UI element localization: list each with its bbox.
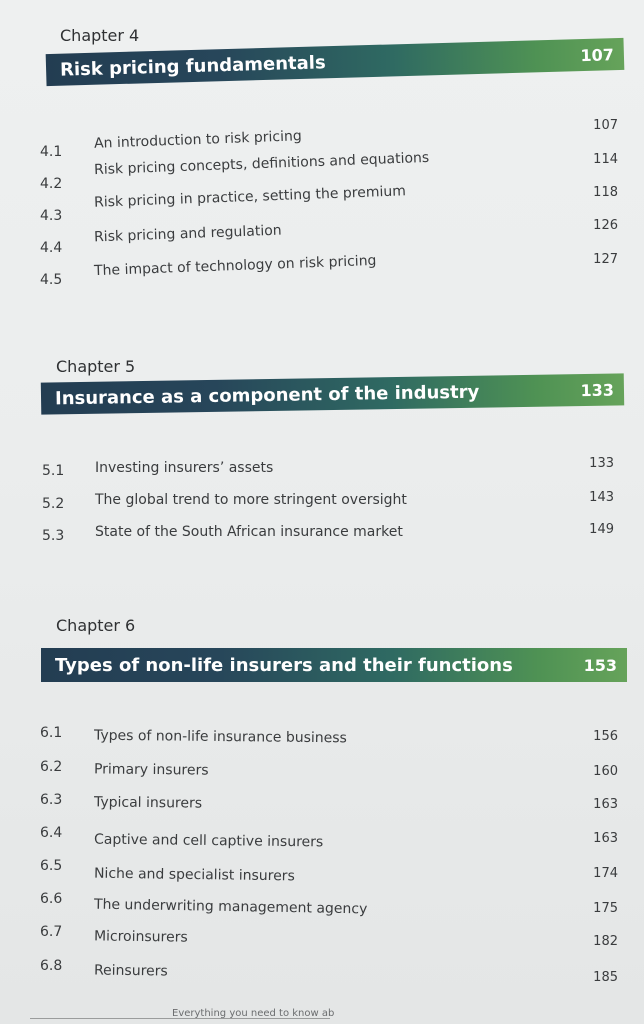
entry-number: 6.6: [40, 891, 63, 907]
chapter-title: Insurance as a component of the industry: [54, 381, 480, 409]
entry-number: 6.7: [40, 924, 63, 940]
entry-page: 156: [593, 729, 618, 744]
entry-title: The underwriting management agency: [93, 896, 368, 918]
toc-entry: [0, 252, 644, 294]
toc-entry: [0, 958, 644, 985]
entry-number: 6.2: [40, 759, 63, 775]
toc-entry: [0, 825, 644, 851]
toc-entry: [0, 725, 644, 747]
chapter-page-number: 133: [580, 380, 615, 400]
entry-title: Investing insurers’ assets: [95, 460, 274, 476]
toc-entry: [0, 891, 644, 918]
entry-title: Reinsurers: [93, 962, 168, 980]
toc-entry: [0, 522, 644, 550]
toc-entry: [0, 759, 644, 781]
chapter-title-bar: [41, 648, 627, 682]
entry-title: The global trend to more stringent oversight: [95, 492, 407, 508]
chapter-title: Risk pricing fundamentals: [59, 51, 326, 81]
toc-entry: [0, 490, 644, 518]
chapter-label: Chapter 4: [60, 26, 140, 45]
entry-page: 149: [589, 522, 614, 537]
chapter-label: Chapter 6: [56, 616, 136, 635]
footer-text: Everything you need to know ab: [172, 1008, 335, 1019]
entry-number: 4.5: [40, 272, 63, 288]
entry-number: 5.1: [42, 463, 65, 479]
entry-page: 127: [593, 252, 618, 267]
entry-page: 126: [593, 218, 618, 233]
entry-page: 143: [589, 490, 614, 505]
entry-title: Typical insurers: [93, 794, 203, 812]
entry-title: Types of non-life insurance business: [93, 727, 347, 747]
entry-page: 107: [593, 118, 618, 133]
entry-number: 6.5: [40, 858, 63, 874]
entry-title: Risk pricing and regulation: [93, 222, 282, 246]
entry-title: Primary insurers: [93, 761, 209, 779]
entry-title: Risk pricing in practice, setting the premium: [93, 183, 407, 211]
entry-page: 175: [593, 901, 618, 916]
entry-title: Niche and specialist insurers: [93, 865, 295, 885]
entry-page: 185: [593, 970, 618, 985]
chapter-page-number: 153: [583, 655, 617, 675]
toc-entry: [0, 858, 644, 885]
entry-number: 4.3: [40, 208, 63, 224]
entry-page: 163: [593, 831, 618, 846]
entry-page: 133: [589, 456, 614, 471]
entry-title: The impact of technology on risk pricing: [93, 252, 377, 280]
chapter-title-bar: [46, 38, 625, 86]
entry-number: 4.2: [40, 176, 63, 192]
toc-entry: [0, 792, 644, 814]
entry-number: 6.1: [40, 725, 63, 741]
entry-page: 160: [593, 764, 618, 779]
entry-number: 6.8: [40, 958, 63, 974]
toc-entry: [0, 924, 644, 949]
entry-page: 174: [593, 866, 618, 881]
entry-title: An introduction to risk pricing: [93, 128, 303, 152]
entry-title: Risk pricing concepts, definitions and equations: [93, 149, 430, 179]
entry-title: State of the South African insurance market: [95, 524, 403, 540]
entry-number: 4.1: [40, 144, 63, 160]
entry-number: 4.4: [40, 240, 63, 256]
entry-number: 6.3: [40, 792, 63, 808]
chapter-page-number: 107: [580, 44, 615, 65]
entry-title: Captive and cell captive insurers: [93, 831, 324, 851]
toc-entry: [0, 456, 644, 485]
entry-number: 6.4: [40, 825, 63, 841]
entry-number: 5.3: [42, 528, 65, 544]
entry-page: 163: [593, 797, 618, 812]
entry-page: 118: [593, 185, 618, 200]
entry-title: Microinsurers: [93, 928, 188, 946]
chapter-title-bar: [41, 373, 624, 414]
chapter-title: Types of non-life insurers and their functions: [55, 654, 513, 676]
chapter-label: Chapter 5: [56, 357, 136, 376]
entry-page: 114: [593, 152, 618, 167]
entry-page: 182: [593, 934, 618, 949]
entry-number: 5.2: [42, 496, 65, 512]
